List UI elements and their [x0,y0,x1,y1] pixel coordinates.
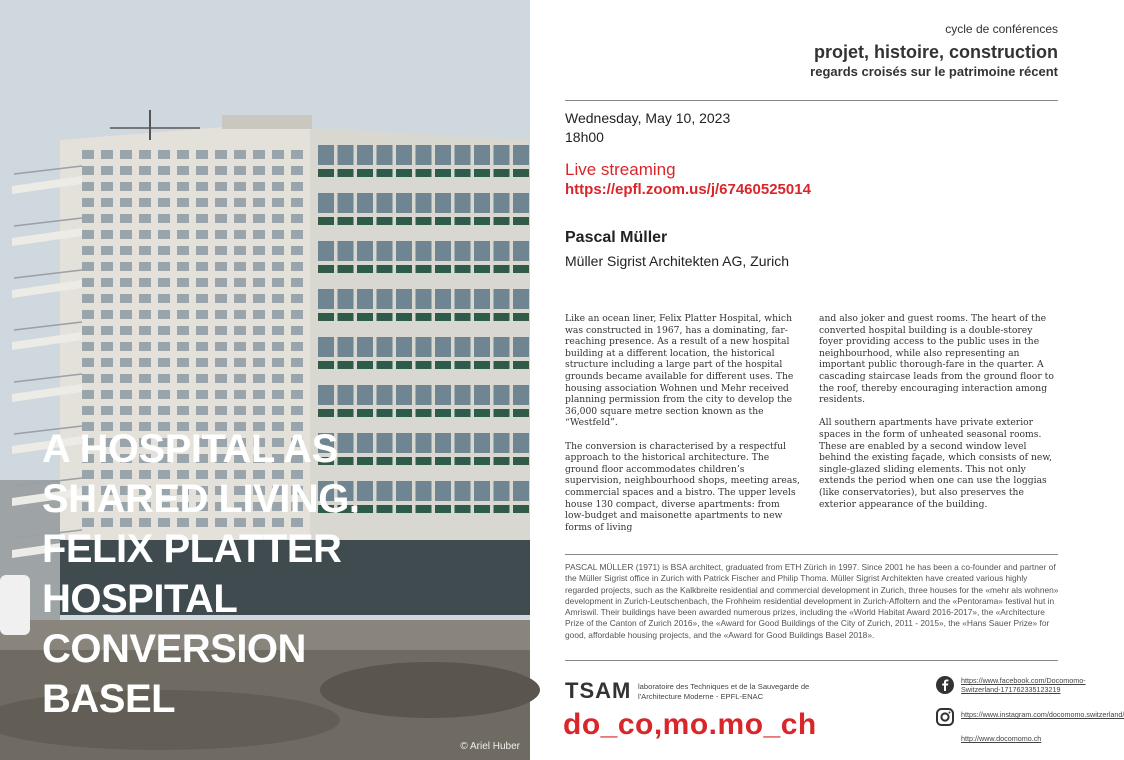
tsam-logo: TSAM [565,678,632,703]
body-paragraph: All southern apartments have private exterior spaces in the form of unheated seasonal rooms. These are enabled by a second window level behind the existing façade, which consists of new, single-glazed sliding elements. This not only extends the period when one can use the loggias (like conservatories), but also preserves the exterior appearance of the building. [819,417,1053,510]
cycle-title: projet, histoire, construction [813,42,1058,62]
facebook-link[interactable]: https://www.facebook.com/Docomomo-Switzerland-171762335123219 [961,676,1086,694]
divider [565,660,1058,661]
headline-line: HOSPITAL [42,577,238,621]
headline-line: FELIX PLATTER [42,527,342,571]
cycle-label: cycle de conférences [945,22,1058,36]
headline-line: SHARED LIVING. [42,477,360,521]
cycle-subtitle: regards croisés sur le patrimoine récent [810,64,1058,79]
instagram-link[interactable]: https://www.instagram.com/docomomo.switzerland/ [961,710,1124,719]
photo-credit: © Ariel Huber [460,741,520,752]
streaming-label: Live streaming [565,160,676,179]
body-column-right [819,313,1054,522]
headline-line: A HOSPITAL AS [42,427,338,471]
speaker-bio: PASCAL MÜLLER (1971) is BSA architect, graduated from ETH Zürich in 1997. Since 2001 he has been a co-founder and partner of the Müller Sigrist office in Zurich with Patrick Fischer and Philip Thoma. Müller Sigrist Architekten have created various highly regarded projects, such as the Kalkbreite residential and commercial development in Zurich, three houses for the «mehr als wohnen» development in Zurich-Leutschenbach, the Frohheim residential development in Zurich-Affoltern and the «Pentorama» festival hut in Amriswil. Their buildings have been awarded numerous prizes, including the «World Habitat Award 2016-2017», the «Architecture Prize of the Canton of Zurich 2016», the «Award for Good Buildings of the City of Zurich, 2011 - 2015», the «Hans Sauer Prize» for good, affordable housing projects, and the «Award for Good Buildings Basel 2018». [565,562,1059,640]
body-paragraph: Like an ocean liner, Felix Platter Hospital, which was constructed in 1967, has a dominating, far-reaching presence. As a result of a new hospital building at a different location, the historical structure including a large part of the hospital grounds became available for different uses. The housing association Wohnen und Mehr received planning permission from the city to develop the 36,000 square metre section known as the “Westfeld”. [565,313,794,429]
docomomo-logo: do_co,mo.mo_ch [563,708,817,741]
divider [565,554,1058,555]
facebook-icon[interactable] [936,676,954,694]
building-photo [0,0,530,760]
event-time: 18h00 [565,129,604,145]
tsam-description: laboratoire des Techniques et de la Sauvegarde de l'Architecture Moderne - EPFL-ENAC [638,682,810,701]
website-link[interactable]: http://www.docomomo.ch [961,734,1042,743]
event-date: Wednesday, May 10, 2023 [565,110,731,126]
body-paragraph: The conversion is characterised by a respectful approach to the historical architecture. The ground floor accommodates children’s supervision, neighbourhood shops, meeting areas, commercial spaces and a bistro. The upper levels house 130 compact, diverse apartments: from low-budget and maisonette apartments to new forms of living [565,440,800,533]
headline-line: BASEL [42,677,176,721]
divider [565,100,1058,101]
event-headline [42,424,522,724]
body-column-left [565,313,800,545]
instagram-icon[interactable] [936,708,954,726]
headline-line: CONVERSION [42,627,306,671]
zoom-link[interactable]: https://epfl.zoom.us/j/67460525014 [565,181,811,198]
body-paragraph: and also joker and guest rooms. The heart of the converted hospital building is a double-storey foyer providing access to the public uses in the neighbourhood, while also representing an important public thorough-fare in the quarter. A cascading staircase leads from the ground floor to the roof, thereby encouraging interaction among residents. [819,313,1054,406]
speaker-office: Müller Sigrist Architekten AG, Zurich [565,253,790,269]
speaker-name: Pascal Müller [565,229,668,246]
